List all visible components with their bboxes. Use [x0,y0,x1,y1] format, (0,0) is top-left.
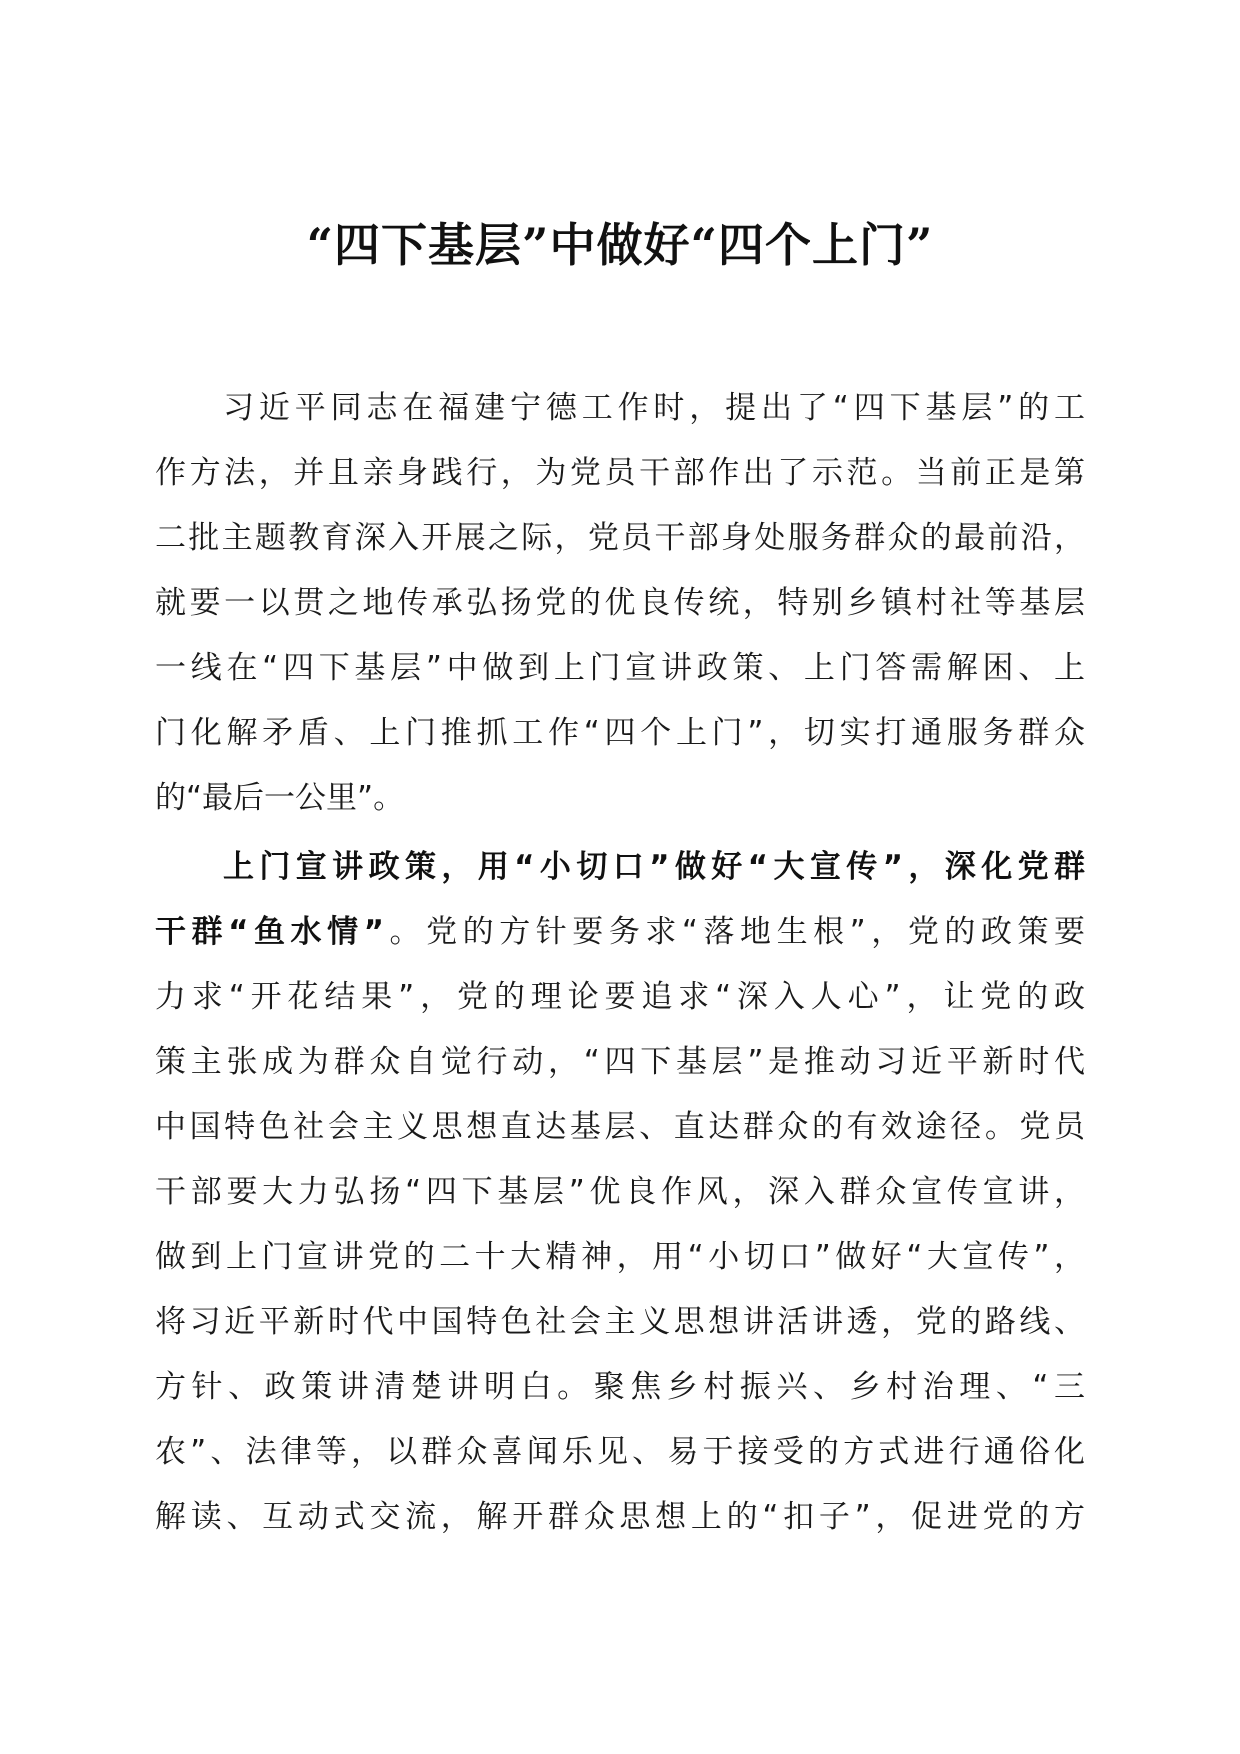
paragraph-line: 一线在“四下基层”中做到上门宣讲政策、上门答需解困、上 [155,650,1085,686]
paragraph-line: 习近平同志在福建宁德工作时，提出了“四下基层”的工 [223,390,1085,426]
paragraph-line: 方针、政策讲清楚讲明白。聚焦乡村振兴、乡村治理、“三 [155,1369,1085,1405]
document-body [155,376,1085,1550]
paragraph-line: 农”、法律等，以群众喜闻乐见、易于接受的方式进行通俗化 [155,1434,1085,1470]
paragraph-line: 二批主题教育深入开展之际，党员干部身处服务群众的最前沿， [155,520,1085,556]
paragraph-1 [155,376,1085,831]
section-heading-line: 上门宣讲政策，用“小切口”做好“大宣传”，深化党群 [223,849,1085,885]
paragraph-text: 。党的方针要务求“落地生根”，党的政策要 [384,914,1085,950]
paragraph-line: 门化解矛盾、上门推抓工作“四个上门”，切实打通服务群众 [155,715,1085,751]
paragraph-line [155,900,1085,965]
section-heading-tail: 干群“鱼水情” [155,914,385,950]
paragraph-line: 策主张成为群众自觉行动，“四下基层”是推动习近平新时代 [155,1044,1085,1080]
paragraph-2 [155,835,1085,1550]
paragraph-line: 力求“开花结果”，党的理论要追求“深入人心”，让党的政 [155,979,1085,1015]
paragraph-line: 做到上门宣讲党的二十大精神，用“小切口”做好“大宣传”， [155,1239,1085,1275]
paragraph-line: 解读、互动式交流，解开群众思想上的“扣子”，促进党的方 [155,1499,1085,1535]
paragraph-line: 中国特色社会主义思想直达基层、直达群众的有效途径。党员 [155,1109,1085,1145]
document-title: “四下基层”中做好“四个上门” [306,218,934,272]
paragraph-line: 干部要大力弘扬“四下基层”优良作风，深入群众宣传宣讲， [155,1174,1085,1210]
paragraph-line: 就要一以贯之地传承弘扬党的优良传统，特别乡镇村社等基层 [155,585,1085,621]
paragraph-line: 的“最后一公里”。 [155,780,405,816]
paragraph-line: 将习近平新时代中国特色社会主义思想讲活讲透，党的路线、 [155,1304,1085,1340]
paragraph-line: 作方法，并且亲身践行，为党员干部作出了示范。当前正是第 [155,455,1085,491]
